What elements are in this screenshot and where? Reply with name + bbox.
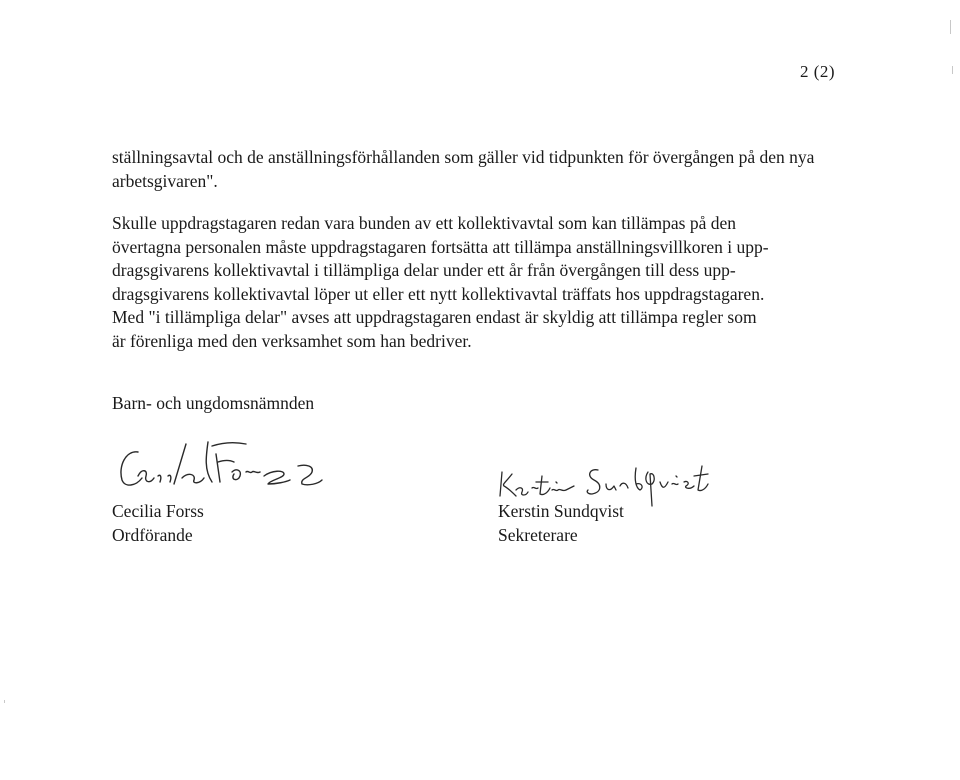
paragraph-line: Med "i tillämpliga delar" avses att uppdragstagaren endast är skyldig att tillämpa regler som	[112, 307, 757, 328]
paragraph-line: dragsgivarens kollektivavtal löper ut eller ett nytt kollektivavtal träffats hos uppdragstagaren.	[112, 283, 765, 304]
committee-name: Barn- och ungdomsnämnden	[112, 393, 315, 413]
paragraph-collective-agreement	[112, 212, 842, 354]
signatory-secretary	[498, 500, 624, 547]
signatory-title: Sekreterare	[498, 524, 578, 545]
signatory-name: Cecilia Forss	[112, 501, 204, 521]
scan-mark	[952, 66, 953, 74]
scan-mark	[950, 20, 951, 34]
scan-mark	[4, 700, 5, 703]
signatory-name: Kerstin Sundqvist	[498, 501, 624, 521]
signatory-chair	[112, 500, 204, 547]
paragraph-line: övertagna personalen måste uppdragstagaren fortsätta att tillämpa anställningsvillkoren i upp-	[112, 236, 769, 257]
paragraph-line: är förenliga med den verksamhet som han bedriver.	[112, 330, 472, 351]
page-number: 2 (2)	[800, 62, 836, 81]
signature-cecilia-forss	[108, 432, 348, 504]
paragraph-continuation: ställningsavtal och de anställningsförhållanden som gäller vid tidpunkten för övergången på den nya arbetsgivaren".	[112, 147, 815, 191]
paragraph-line: dragsgivarens kollektivavtal i tillämpliga delar under ett år från övergången till dess upp-	[112, 260, 736, 281]
signatory-title: Ordförande	[112, 524, 193, 545]
paragraph-line: Skulle uppdragstagaren redan vara bunden av ett kollektivavtal som kan tillämpas på den	[112, 213, 736, 233]
